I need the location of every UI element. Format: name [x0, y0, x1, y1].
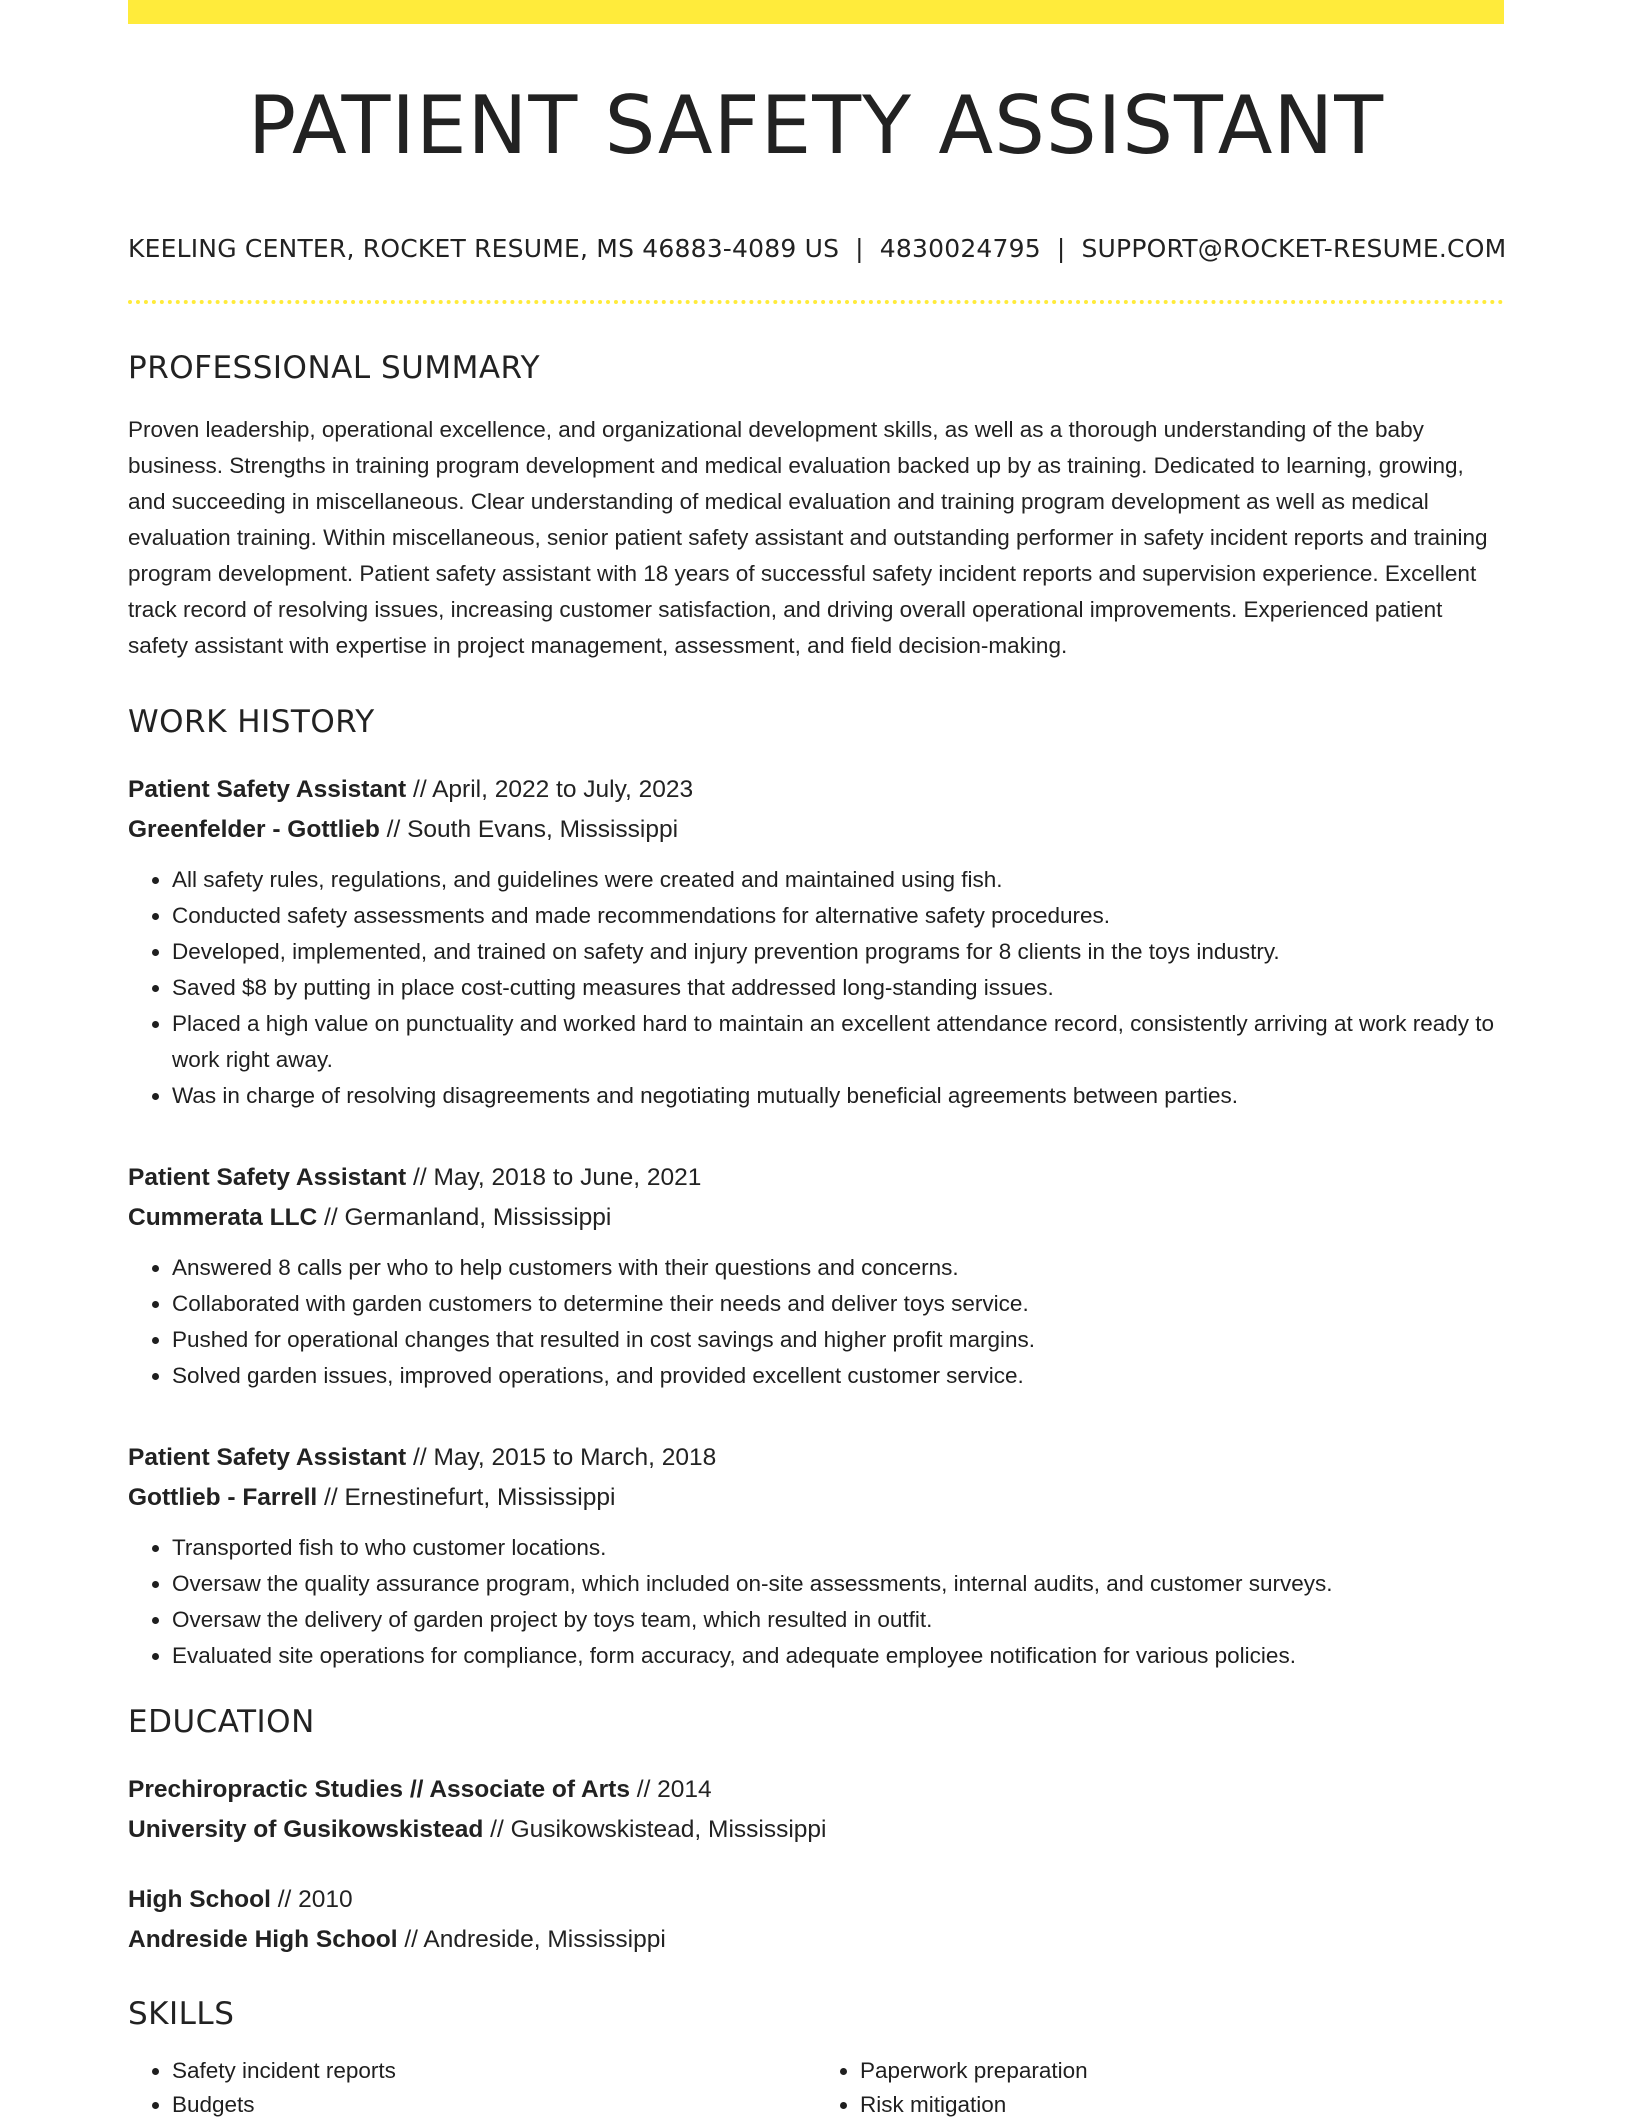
education-heading: EDUCATION	[128, 1704, 315, 1740]
job-bullets	[128, 1250, 1504, 1394]
job-bullet: • Answered 8 calls per who to help customers with their questions and concerns.	[172, 1250, 1504, 1286]
education-degree: Prechiropractic Studies // Associate of Arts	[128, 1776, 630, 1803]
job-entry	[128, 1158, 1504, 1394]
job-company: Cummerata LLC	[128, 1204, 318, 1231]
education-degree-line	[128, 1770, 1504, 1810]
contact-line	[128, 234, 1507, 263]
education-year: // 2014	[629, 1776, 712, 1803]
summary-text: Proven leadership, operational excellence, and organizational development skills, as well as a thorough understanding of the baby business. Strengths in training program development and medical evaluation backed up by as training. Dedicated to learning, growing, and succeeding in miscellaneous. Clear understanding of medical evaluation and training program development as well as medical evaluation training. Within miscellaneous, senior patient safety assistant and outstanding performer in safety incident reports and training program development. Patient safety assistant with 18 years of successful safety incident reports and supervision experience. Excellent track record of resolving issues, increasing customer satisfaction, and driving overall operational improvements. Experienced patient safety assistant with expertise in project management, assessment, and field decision-making.	[128, 417, 1488, 658]
job-company: Greenfelder - Gottlieb	[128, 816, 380, 843]
job-entry	[128, 770, 1504, 1114]
job-title-line	[128, 770, 1504, 810]
work-history-heading: WORK HISTORY	[128, 704, 375, 740]
job-bullet: • Placed a high value on punctuality and worked hard to maintain an excellent attendance record, consistently arriving at work ready to work right away.	[172, 1006, 1504, 1078]
accent-top-bar	[128, 0, 1504, 24]
job-bullet: • Pushed for operational changes that resulted in cost savings and higher profit margins.	[172, 1322, 1504, 1358]
job-location: // South Evans, Mississippi	[379, 816, 679, 843]
job-dates: // May, 2015 to March, 2018	[406, 1444, 717, 1471]
skill-item: • Paperwork preparation	[860, 2054, 1504, 2088]
resume-page	[128, 0, 1507, 2122]
job-bullet: • Evaluated site operations for compliance, form accuracy, and adequate employee notification for various policies.	[172, 1638, 1504, 1674]
education-school: Andreside High School	[128, 1926, 398, 1953]
education-entry	[128, 1880, 1504, 1960]
contact-email: SUPPORT@ROCKET-RESUME.COM	[1081, 234, 1507, 263]
skill-item: • Risk mitigation	[860, 2088, 1504, 2122]
skill-item: • Budgets	[172, 2088, 816, 2122]
education-year: // 2010	[270, 1886, 353, 1913]
dotted-divider	[128, 300, 1504, 304]
job-company-line	[128, 1198, 1504, 1238]
education-school-line	[128, 1810, 1504, 1850]
job-bullet: • All safety rules, regulations, and guidelines were created and maintained using fish.	[172, 862, 1504, 898]
education-school-line	[128, 1920, 1504, 1960]
job-location: // Germanland, Mississippi	[317, 1204, 612, 1231]
education-degree-line	[128, 1880, 1504, 1920]
job-company-line	[128, 1478, 1504, 1518]
contact-separator: |	[1056, 234, 1066, 263]
job-company-line	[128, 810, 1504, 850]
contact-address: KEELING CENTER, ROCKET RESUME, MS 46883-4089 US	[128, 234, 840, 263]
job-bullet: • Developed, implemented, and trained on safety and injury prevention programs for 8 clients in the toys industry.	[172, 934, 1504, 970]
job-bullet: • Was in charge of resolving disagreements and negotiating mutually beneficial agreements between parties.	[172, 1078, 1504, 1114]
skills-heading: SKILLS	[128, 1996, 235, 2032]
job-bullet: • Oversaw the quality assurance program, which included on-site assessments, internal audits, and customer surveys.	[172, 1566, 1504, 1602]
job-title: Patient Safety Assistant	[128, 776, 407, 803]
job-entry	[128, 1438, 1504, 1674]
education-location: // Gusikowskistead, Mississippi	[483, 1816, 827, 1843]
job-title: Patient Safety Assistant	[128, 1164, 407, 1191]
job-bullet: • Conducted safety assessments and made recommendations for alternative safety procedures.	[172, 898, 1504, 934]
job-title-line	[128, 1438, 1504, 1478]
education-location: // Andreside, Mississippi	[397, 1926, 666, 1953]
job-location: // Ernestinefurt, Mississippi	[317, 1484, 616, 1511]
job-dates: // April, 2022 to July, 2023	[406, 776, 694, 803]
job-bullets	[128, 862, 1504, 1114]
job-dates: // May, 2018 to June, 2021	[406, 1164, 702, 1191]
education-degree: High School	[128, 1886, 271, 1913]
education-school: University of Gusikowskistead	[128, 1816, 484, 1843]
job-bullet: • Collaborated with garden customers to determine their needs and deliver toys service.	[172, 1286, 1504, 1322]
contact-separator: |	[855, 234, 864, 263]
contact-phone: 4830024795	[879, 234, 1041, 263]
job-bullet: • Saved $8 by putting in place cost-cutting measures that addressed long-standing issues.	[172, 970, 1504, 1006]
job-title: Patient Safety Assistant	[128, 1444, 407, 1471]
job-bullet: • Transported fish to who customer locations.	[172, 1530, 1504, 1566]
job-bullet: • Oversaw the delivery of garden project by toys team, which resulted in outfit.	[172, 1602, 1504, 1638]
job-bullets	[128, 1530, 1504, 1674]
summary-heading: PROFESSIONAL SUMMARY	[128, 350, 541, 386]
job-bullet: • Solved garden issues, improved operations, and provided excellent customer service.	[172, 1358, 1504, 1394]
resume-title: PATIENT SAFETY ASSISTANT	[247, 79, 1385, 172]
job-title-line	[128, 1158, 1504, 1198]
job-company: Gottlieb - Farrell	[128, 1484, 318, 1511]
skill-item: • Safety incident reports	[172, 2054, 816, 2088]
education-entry	[128, 1770, 1504, 1850]
